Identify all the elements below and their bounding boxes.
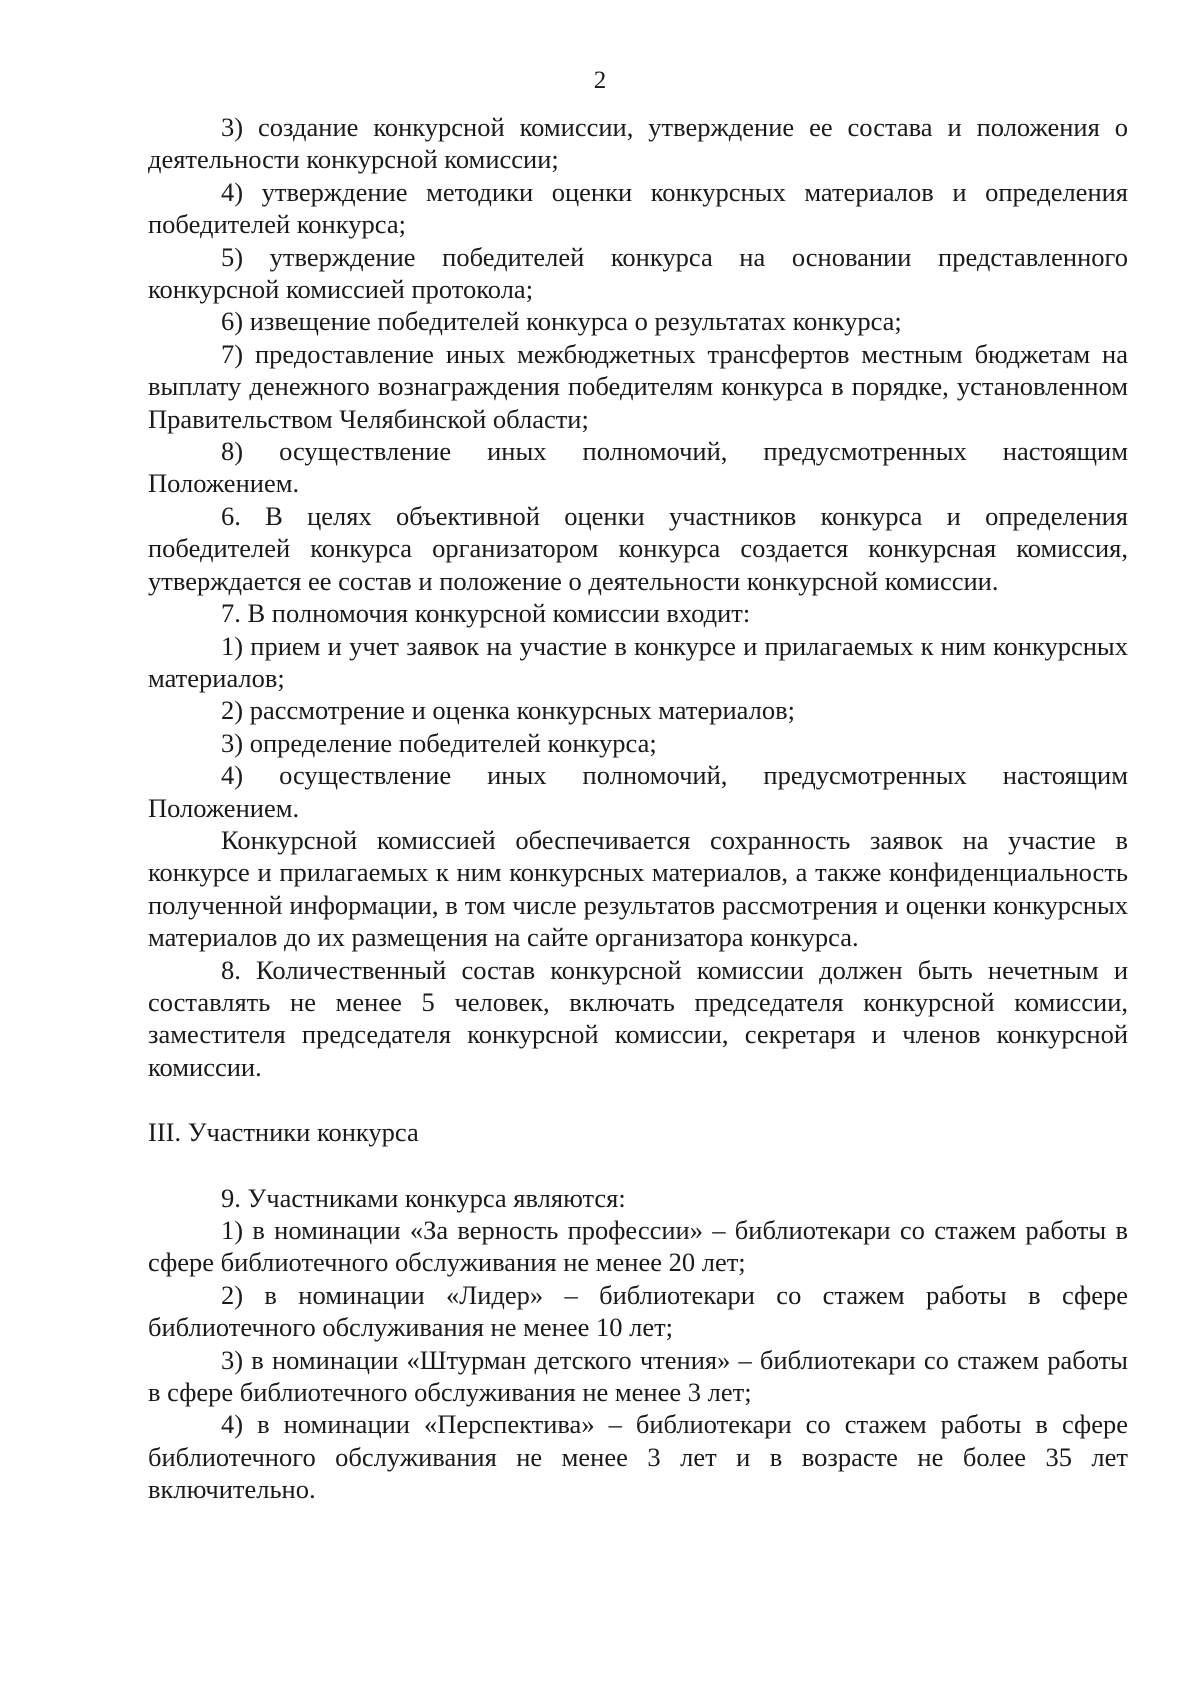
- list-item-8: 8) осуществление иных полномочий, предусмотренных настоящим Положением.: [148, 436, 1128, 499]
- clause-9-item-3: 3) в номинации «Штурман детского чтения» – библиотекари со стажем работы в сфере библиотечного обслуживания не менее 3 лет;: [148, 1344, 1128, 1408]
- clause-9-item-2: 2) в номинации «Лидер» – библиотекари со стажем работы в сфере библиотечного обслуживания не менее 10 лет;: [148, 1279, 1128, 1343]
- document-body: [148, 111, 1128, 1506]
- clause-9: 9. Участниками конкурса являются:: [221, 1182, 626, 1213]
- clause-7-item-3: 3) определение победителей конкурса;: [221, 727, 657, 758]
- list-item-7: 7) предоставление иных межбюджетных трансфертов местным бюджетам на выплату денежного вознаграждения победителям конкурса в порядке, установленном Правительством Челябинской области;: [148, 338, 1128, 434]
- clause-9-item-1: 1) в номинации «За верность профессии» – библиотекари со стажем работы в сфере библиотечного обслуживания не менее 20 лет;: [148, 1215, 1128, 1278]
- clause-7: 7. В полномочия конкурсной комиссии входит:: [221, 598, 751, 629]
- clause-7-item-2: 2) рассмотрение и оценка конкурсных материалов;: [221, 695, 795, 726]
- clause-6: 6. В целях объективной оценки участников конкурса и определения победителей конкурса организатором конкурса создается конкурсная комиссия, утверждается ее состав и положение о деятельности конкурсной комиссии.: [148, 500, 1128, 596]
- list-item-6: 6) извещение победителей конкурса о результатах конкурса;: [221, 306, 902, 337]
- list-item-3: 3) создание конкурсной комиссии, утверждение ее состава и положения о деятельности конкурсной комиссии;: [148, 112, 1128, 175]
- confidentiality-paragraph: Конкурсной комиссией обеспечивается сохранность заявок на участие в конкурсе и прилагаемых к ним конкурсных материалов, а также конфиденциальность полученной информации, в том числе результатов рассмотрения и оценки конкурсных материалов до их размещения на сайте организатора конкурса.: [148, 824, 1128, 953]
- list-item-4: 4) утверждение методики оценки конкурсных материалов и определения победителей конкурса;: [148, 176, 1128, 240]
- clause-7-item-1: 1) прием и учет заявок на участие в конкурсе и прилагаемых к ним конкурсных материалов;: [148, 630, 1128, 693]
- section-heading: III. Участники конкурса: [148, 1117, 419, 1148]
- clause-8: 8. Количественный состав конкурсной комиссии должен быть нечетным и составлять не менее 5 человек, включать председателя конкурсной комиссии, заместителя председателя конкурсной комиссии, секретаря и членов конкурсной комиссии.: [148, 954, 1128, 1082]
- clause-9-item-4: 4) в номинации «Перспектива» – библиотекари со стажем работы в сфере библиотечного обслуживания не менее 3 лет и в возрасте не более 35 лет включительно.: [148, 1409, 1128, 1505]
- clause-7-item-4: 4) осуществление иных полномочий, предусмотренных настоящим Положением.: [148, 760, 1128, 823]
- page-number: 2: [593, 67, 607, 94]
- list-item-5: 5) утверждение победителей конкурса на основании представленного конкурсной комиссией протокола;: [148, 241, 1128, 305]
